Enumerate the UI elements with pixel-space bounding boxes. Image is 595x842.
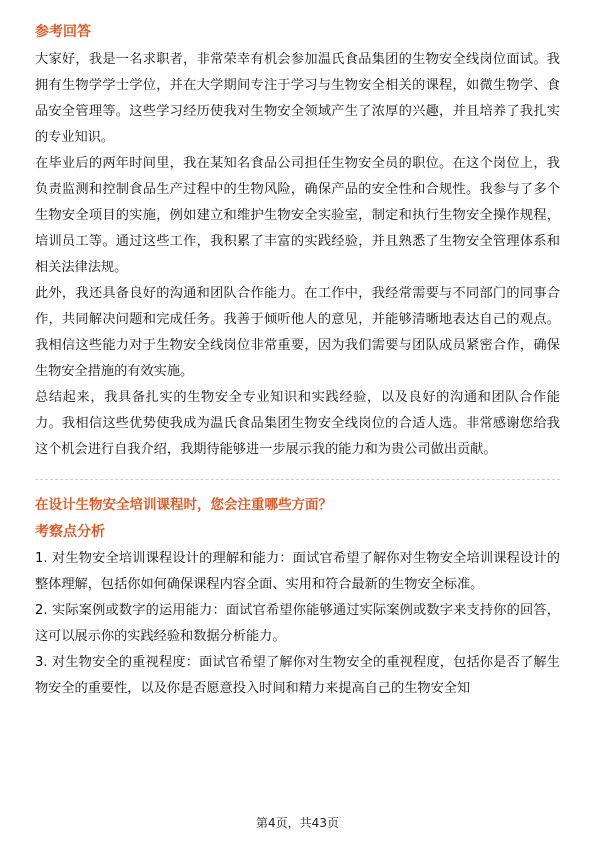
analysis-point-3: 3. 对生物安全的重视程度：面试官希望了解你对生物安全的重视程度，包括你是否了解生物安全的重要性，以及你是否愿意投入时间和精力来提高自己的生物安全知 xyxy=(35,655,560,696)
page-number: 第4页，共43页 xyxy=(256,816,339,830)
answer-paragraph-4: 总结起来，我具备扎实的生物安全专业知识和实践经验，以及良好的沟通和团队合作能力。我相信这些优势使我成为温氏食品集团生物安全线岗位的合适人选。非常感谢您给我这个机会进行自我介绍，我期待能够进一步展示我的能力和为贵公司做出贡献。 xyxy=(35,390,560,457)
answer-paragraph-2: 在毕业后的两年时间里，我在某知名食品公司担任生物安全员的职位。在这个岗位上，我负责监测和控制食品生产过程中的生物风险，确保产品的安全性和合规性。我参与了多个生物安全项目的实施，例如建立和维护生物安全实验室，制定和执行生物安全操作规程，培训员工等。通过这些工作，我积累了丰富的实践经验，并且熟悉了生物安全管理体系和相关法律法规。 xyxy=(35,156,560,275)
interview-question: 在设计生物安全培训课程时，您会注重哪些方面？ xyxy=(35,497,332,513)
reference-answer-heading: 参考回答 xyxy=(35,24,91,40)
section-divider xyxy=(35,479,560,480)
analysis-point-2: 2. 实际案例或数字的运用能力：面试官希望你能够通过实际案例或数字来支持你的回答，这可以展示你的实践经验和数据分析能力。 xyxy=(35,603,560,644)
answer-paragraph-1: 大家好，我是一名求职者，非常荣幸有机会参加温氏食品集团的生物安全线岗位面试。我拥有生物学学士学位，并在大学期间专注于学习与生物安全相关的课程，如微生物学、食品安全管理等。这些学习经历使我对生物安全领域产生了浓厚的兴趣，并且培养了我扎实的专业知识。 xyxy=(35,52,560,145)
answer-paragraph-3: 此外，我还具备良好的沟通和团队合作能力。在工作中，我经常需要与不同部门的同事合作，共同解决问题和完成任务。我善于倾听他人的意见，并能够清晰地表达自己的观点。我相信这些能力对于生物安全线岗位非常重要，因为我们需要与团队成员紧密合作，确保生物安全措施的有效实施。 xyxy=(35,286,560,379)
analysis-heading: 考察点分析 xyxy=(35,524,105,540)
page-content xyxy=(35,22,560,702)
analysis-point-1: 1. 对生物安全培训课程设计的理解和能力：面试官希望了解你对生物安全培训课程设计的整体理解，包括你如何确保课程内容全面、实用和符合最新的生物安全标准。 xyxy=(35,551,560,592)
